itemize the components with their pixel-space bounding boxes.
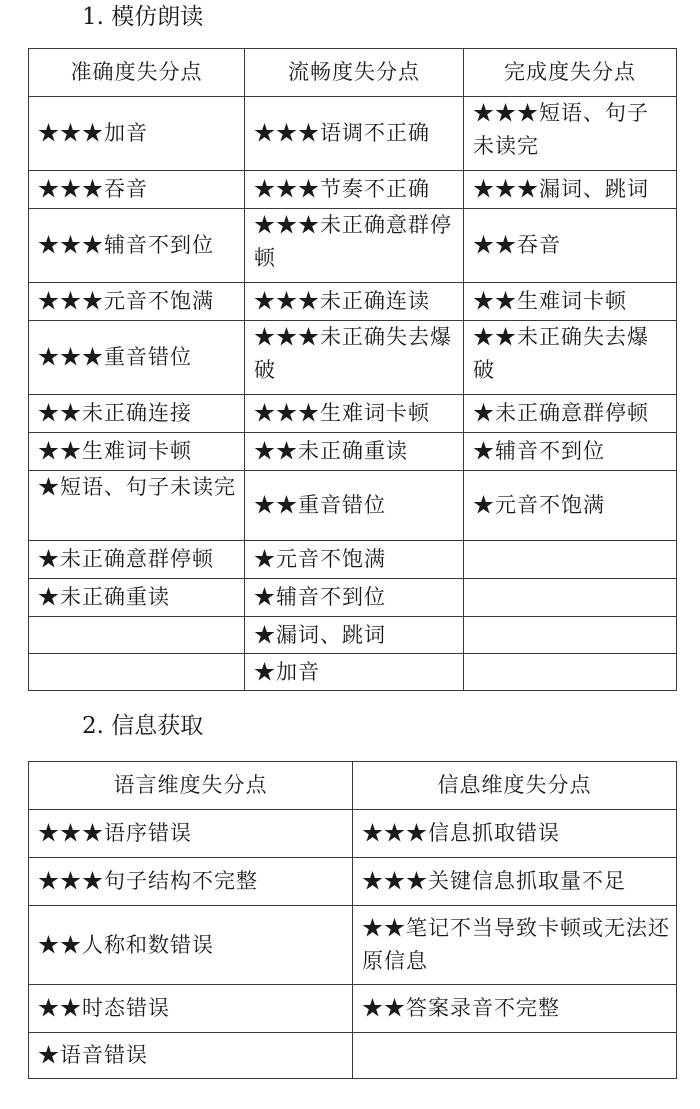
table-row [29,1033,677,1079]
table-cell: ★★★加音 [29,97,245,171]
table-row [29,97,677,171]
table-row [29,321,677,395]
table-cell [464,654,677,691]
table-cell: ★元音不饱满 [464,471,677,541]
table-cell: ★★时态错误 [29,985,353,1033]
table-cell [29,654,245,691]
table-cell [464,617,677,654]
table-row [29,985,677,1033]
table-row [29,395,677,433]
table-cell: ★★★未正确连读 [245,283,464,321]
column-header-language-dimension: 语言维度失分点 [29,762,353,810]
table-cell [464,541,677,579]
information-retrieval-table [28,761,677,1079]
table-cell: ★★★吞音 [29,171,245,209]
table-cell: ★★★生难词卡顿 [245,395,464,433]
table-row [29,579,677,617]
table-cell: ★★★关键信息抓取量不足 [353,858,677,906]
table-cell [353,1033,677,1079]
table-cell: ★语音错误 [29,1033,353,1079]
table-cell: ★辅音不到位 [245,579,464,617]
table-cell: ★★★句子结构不完整 [29,858,353,906]
table-row [29,209,677,283]
section-title-information-retrieval: 2. 信息获取 [82,713,204,739]
section-title-imitation-reading: 1. 模仿朗读 [82,4,204,30]
table-cell: ★未正确意群停顿 [464,395,677,433]
table-cell: ★★★漏词、跳词 [464,171,677,209]
table-row [29,171,677,209]
table-cell: ★★人称和数错误 [29,906,353,985]
column-header-completeness: 完成度失分点 [464,49,677,97]
table-row [29,810,677,858]
table-cell: ★未正确重读 [29,579,245,617]
column-header-accuracy: 准确度失分点 [29,49,245,97]
column-header-information-dimension: 信息维度失分点 [353,762,677,810]
table-row [29,617,677,654]
table-cell: ★★生难词卡顿 [464,283,677,321]
table-cell: ★★★语调不正确 [245,97,464,171]
table-cell: ★★★辅音不到位 [29,209,245,283]
table-cell [464,579,677,617]
table-row [29,858,677,906]
table-cell: ★★★短语、句子未读完 [464,97,677,171]
table-cell: ★★答案录音不完整 [353,985,677,1033]
table-row [29,906,677,985]
table-cell: ★★★未正确意群停顿 [245,209,464,283]
table-cell: ★加音 [245,654,464,691]
table-cell: ★★★信息抓取错误 [353,810,677,858]
table-cell: ★★未正确失去爆破 [464,321,677,395]
table-cell: ★★★语序错误 [29,810,353,858]
table-header-row [29,762,677,810]
table-row [29,283,677,321]
table-cell: ★★重音错位 [245,471,464,541]
column-header-fluency: 流畅度失分点 [245,49,464,97]
table-row [29,541,677,579]
table-cell: ★元音不饱满 [245,541,464,579]
table-cell: ★★★未正确失去爆破 [245,321,464,395]
table-cell: ★短语、句子未读完 [29,471,245,541]
table-cell [29,617,245,654]
table-cell: ★★★重音错位 [29,321,245,395]
table-cell: ★★★节奏不正确 [245,171,464,209]
table-cell: ★漏词、跳词 [245,617,464,654]
table-cell: ★★★元音不饱满 [29,283,245,321]
table-row [29,433,677,471]
table-cell: ★★吞音 [464,209,677,283]
table-cell: ★★生难词卡顿 [29,433,245,471]
table-cell: ★★未正确连接 [29,395,245,433]
table-cell: ★★未正确重读 [245,433,464,471]
table-cell: ★辅音不到位 [464,433,677,471]
table-header-row [29,49,677,97]
table-cell: ★★笔记不当导致卡顿或无法还原信息 [353,906,677,985]
table-row [29,654,677,691]
imitation-reading-table [28,48,677,691]
table-row [29,471,677,541]
table-cell: ★未正确意群停顿 [29,541,245,579]
